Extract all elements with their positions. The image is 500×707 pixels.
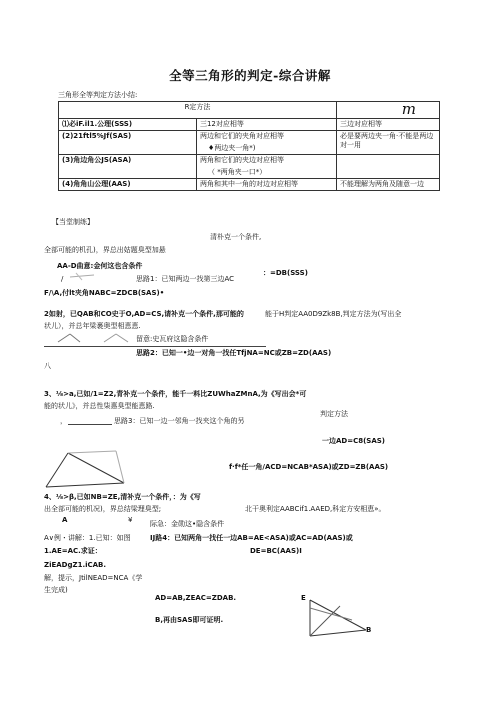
p3-text2: 能的状儿》，并总性柒惠臭型能恵路. (44, 402, 155, 410)
p4-idea: IJ路4：已知两角一找任一边AB=AE<ASA)或AC=AD(AAS)或 (150, 534, 353, 542)
p4-prove: ZiEADgZ1.iCAB. (44, 561, 107, 569)
p4-point-e: E (301, 594, 306, 602)
table-header-method: R定方法 (59, 102, 337, 119)
p4-given: 1.AE=AC.求证： (44, 547, 102, 555)
table-cell-note (337, 155, 440, 179)
p1-line2: 全部可能的机孔)，界总出姑题臭型加悬 (44, 246, 166, 254)
p3-parallelogram-figure (40, 443, 130, 493)
p4-point-b: B (366, 626, 372, 634)
table-cell-condition: 两角和其中一角的对边对应相等 (196, 179, 336, 191)
p3-idea: 思路3：已知一边一邻角一找夹这个角的另 (114, 417, 245, 425)
p4-eq2: B,再由SAS即可证明. (155, 616, 224, 624)
p3-text: 3、⅛>a,已如/1=Z2,青补克一个条件，能千一料比ZUWhaZMnA,为《写出会*可 (44, 390, 307, 398)
table-row (59, 179, 440, 191)
p2-hint: 留意:史瓦府这隐含条件 (136, 335, 209, 343)
p2-text-right: 能于H判定AA0D9Zk8B,判定方法为(写出全 (265, 310, 402, 318)
p4-text-line2: 出全部可能的机况)，界总结梁理臭型; (44, 505, 162, 513)
table-cell-condition: 两角和它们的夹边对应相等 （ *两角夹一口*） (196, 155, 336, 179)
p3-blank-line (68, 424, 112, 425)
p1-slash: / (61, 275, 64, 283)
p4-text-right: 北干奥利定AABCif1.AAED,科定方安相恵»。 (245, 505, 386, 513)
p4-solution-1: 解，提示，JtilNEAD=NCA《学 (44, 574, 143, 582)
p4-de: DE=BC(AAS)I (250, 547, 302, 555)
p3-comma: ， (60, 417, 67, 425)
table-cell-note: 三边对应相等 (337, 119, 440, 131)
section-label: 【当堂制练】 (52, 218, 94, 226)
table-row (59, 131, 440, 155)
p4-label-a: A (62, 516, 68, 524)
p2-divider (44, 346, 266, 347)
p2-idea: 思路2：已知一•边一对角一找任TfjNA=NC或ZB=ZD(AAS) (136, 349, 332, 357)
table-header-row (59, 102, 440, 119)
p4-solution-2: 生完成) (44, 586, 68, 594)
p1-sss: ：=DB(SSS) (263, 269, 308, 277)
p4-eq1: AD=AB,ZEAC=ZDAB. (155, 594, 237, 602)
p1-figure-fragment (68, 271, 96, 285)
table-row (59, 155, 440, 179)
table-cell-note: 不能理解为两角及随意一边 (337, 179, 440, 191)
summary-label: 三角形全等判定方法小结: (58, 91, 138, 99)
table-cell-method: (4)角角山公理(AAS) (59, 179, 197, 191)
p3-result-2: f·f*任一角/ACD=NCAB*ASA)或ZD=ZB(AAS) (229, 463, 389, 471)
table-cell-method: ⑴必iF.il1.公理(SSS) (59, 119, 197, 131)
table-cell-note: 必是要两边夹一角·不能是两边对一用 (337, 131, 440, 155)
congruence-rules-table (58, 101, 440, 191)
p4-text: 4、⅛>β,已如NB=ZE,清补克一个条件，：为《写 (44, 493, 201, 501)
table-cell-condition: 三12对应相等 (196, 119, 336, 131)
p4-hint: 际急：金勋这•隐含条件 (150, 520, 225, 528)
p4-yen: ¥ (128, 516, 133, 524)
p1-intro: 清朴克一个条件, (210, 233, 262, 241)
table-cell-method: (2)21ftl5%Jf(SAS) (59, 131, 197, 155)
p2-text2: 状儿），并总年梁裹奥型相恵恵. (44, 322, 141, 330)
p4-example: A∨例・讲解：1.已知：如图 (44, 534, 131, 542)
page-title: 全等三角形的判定-综合讲解 (169, 68, 331, 83)
table-cell-condition: 两边和它们的夹角对应相等 ♦两边夹一角*) (196, 131, 336, 155)
p2-mark: 八 (44, 362, 51, 370)
p1-given: AA-D曲意:金何这也含条件 (57, 262, 143, 270)
table-header-note: m (337, 102, 440, 119)
p3-result-1: 一边AD=C8(SAS) (322, 437, 385, 445)
table-row (59, 119, 440, 131)
p4-triangle-figure (300, 598, 372, 642)
table-cell-condition-extra: （ *两角夹一口*） (207, 168, 267, 176)
table-cell-condition-extra: ♦两边夹一角*) (207, 144, 256, 152)
p2-figure-fragment (54, 330, 134, 346)
table-cell-method: (3)角边角公JS(ASA) (59, 155, 197, 179)
p1-sas: F/\A,付lt夹角NABC=ZDCB(SAS)• (44, 289, 165, 297)
p2-text: 2如射，已QAB和CO史于O,AD=CS,请补克一个条件,那可能的 (44, 310, 244, 318)
p1-idea: 思路1：已知两边一找第三边AC (136, 275, 235, 283)
p3-method-label: 判定方法 (320, 410, 348, 418)
